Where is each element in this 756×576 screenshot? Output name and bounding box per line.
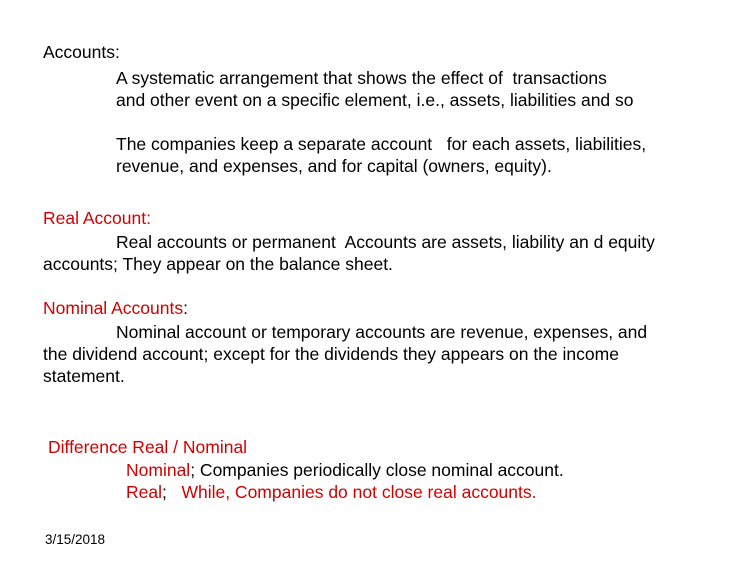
difference-nominal-line	[126, 460, 564, 481]
accounts-definition-line-1: A systematic arrangement that shows the effect of transactions	[116, 68, 607, 88]
nominal-accounts-heading-colon: :	[183, 298, 188, 318]
difference-real-separator: ;	[162, 482, 182, 502]
difference-nominal-text: ; Companies periodically close nominal account.	[190, 460, 564, 480]
real-account-text-line-2: accounts; They appear on the balance sheet.	[43, 254, 393, 274]
difference-real-label: Real	[126, 482, 162, 502]
difference-real-text: While, Companies do not close real accounts.	[181, 482, 537, 502]
accounts-heading: Accounts:	[43, 42, 120, 62]
nominal-accounts-text-line-1: Nominal account or temporary accounts are revenue, expenses, and	[116, 322, 648, 342]
difference-nominal-label: Nominal	[126, 460, 191, 480]
difference-real-line	[126, 482, 537, 503]
accounts-description-line-2: revenue, and expenses, and for capital (owners, equity).	[116, 156, 552, 176]
nominal-accounts-heading	[43, 298, 188, 319]
nominal-accounts-text-line-3: statement.	[43, 366, 125, 386]
accounts-description-line-1: The companies keep a separate account for each assets, liabilities,	[116, 134, 647, 154]
real-account-heading: Real Account:	[43, 208, 151, 228]
nominal-accounts-heading-label: Nominal Accounts	[43, 298, 184, 318]
footer-date: 3/15/2018	[45, 532, 106, 547]
difference-heading: Difference Real / Nominal	[48, 437, 248, 457]
accounts-definition-line-2: and other event on a specific element, i.e., assets, liabilities and so	[116, 90, 634, 110]
nominal-accounts-text-line-2: the dividend account; except for the dividends they appears on the income	[43, 344, 619, 364]
real-account-text-line-1: Real accounts or permanent Accounts are assets, liability an d equity	[116, 232, 655, 252]
